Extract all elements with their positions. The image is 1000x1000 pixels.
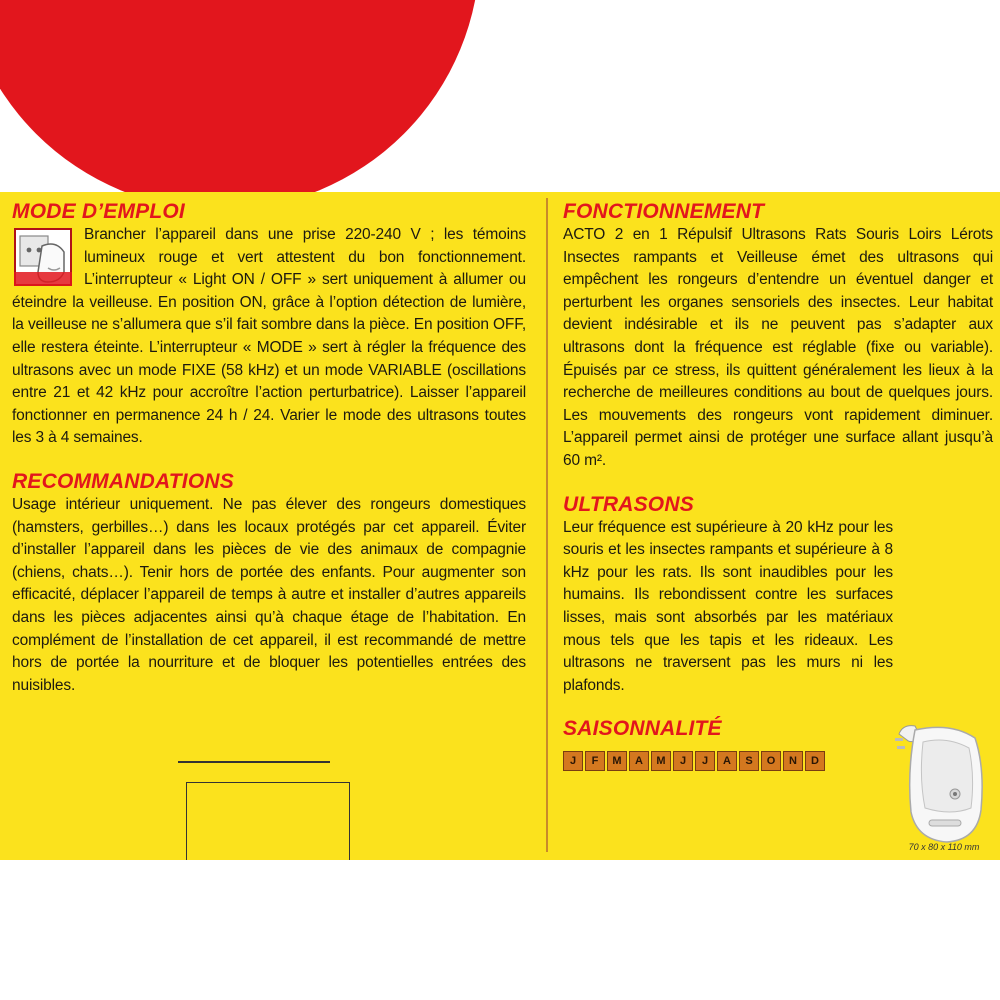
scan-mark-bracket (186, 782, 350, 860)
scan-mark-line (178, 761, 330, 763)
month-sep: S (739, 751, 759, 771)
saisonnalite-heading: SAISONNALITÉ (563, 717, 722, 741)
month-may: M (651, 751, 671, 771)
right-column (563, 200, 993, 771)
month-mar: M (607, 751, 627, 771)
month-jun: J (673, 751, 693, 771)
fonctionnement-heading: FONCTIONNEMENT (563, 200, 765, 223)
mode-emploi-heading: MODE D’EMPLOI (12, 200, 185, 223)
recommandations-heading: RECOMMANDATIONS (12, 469, 234, 493)
month-dec: D (805, 751, 825, 771)
month-apr: A (629, 751, 649, 771)
instruction-panel (0, 192, 1000, 860)
month-jul: J (695, 751, 715, 771)
month-aug: A (717, 751, 737, 771)
month-feb: F (585, 751, 605, 771)
season-calendar (563, 751, 825, 771)
red-background-shape (0, 0, 480, 210)
month-nov: N (783, 751, 803, 771)
left-column (12, 200, 526, 697)
recommandations-text: Usage intérieur uniquement. Ne pas élever des rongeurs domestiques (hamsters, gerbilles…) dans les locaux protégés par cet appareil. Éviter d’installer l’appareil dans les pièces de vie des animaux de compagnie (chiens, chats…). Tenir hors de portée des enfants. Pour augmenter son efficacité, déplacer l’appareil de temps à autre et installer d’autres appareils dans les pièces adjacentes ainsi qu’à chaque étage de l’habitation. En complément de l’installation de cet appareil, il est recommandé de mettre hors de portée la nourriture et de bloquer les potentielles entrées des nuisibles. (12, 495, 526, 694)
ultrasons-text: Leur fréquence est supérieure à 20 kHz pour les souris et les insectes rampants et supérieure à 8 kHz pour les rats. Ils sont inaudibles pour les humains. Ils rebondissent contre les surfaces lisses, mais sont absorbés par les matériaux mous tels que les tapis et les rideaux. Les ultrasons ne traversent pas les murs ni les plafonds. (563, 518, 893, 694)
ultrasonic-device-icon (893, 720, 993, 848)
month-jan: J (563, 751, 583, 771)
mode-emploi-text: Brancher l’appareil dans une prise 220-240 V ; les témoins lumineux rouge et vert attestent du bon fonctionnement. L’interrupteur « Light ON / OFF » sert uniquement à allumer ou éteindre la veilleuse. En position ON, grâce à l’option détection de lumière, la veilleuse ne s’allumera que s’il fait sombre dans la pièce. En position OFF, elle restera éteinte. L’interrupteur « MODE » sert à régler la fréquence des ultrasons avec un mode FIXE (58 kHz) et un mode VARIABLE (oscillations entre 21 et 42 kHz pour accroître l’action perturbatrice). Laisser l’appareil fonctionner en permanence 24 h / 24. Varier le mode des ultrasons toutes les 3 à 4 semaines. (12, 226, 526, 447)
device-dimensions: 70 x 80 x 110 mm (908, 842, 980, 852)
wall-plug-icon (14, 228, 72, 286)
column-divider (546, 198, 548, 852)
month-oct: O (761, 751, 781, 771)
ultrasons-heading: ULTRASONS (563, 492, 694, 516)
fonctionnement-text: ACTO 2 en 1 Répulsif Ultrasons Rats Souris Loirs Lérots Insectes rampants et Veilleuse émet des ultrasons qui empêchent les rongeurs d’entendre un éventuel danger et perturbent les organes sensoriels des insectes. Leur habitat devient indésirable et ils ne peuvent pas s’adapter aux ultrasons dont la fréquence est réglable (fixe ou variable). Épuisés par ce stress, ils quittent généralement les lieux à la recherche de meilleures conditions au bout de quelques jours. Les mouvements des rongeurs vont rapidement diminuer. L’appareil permet ainsi de protéger une surface allant jusqu’à 60 m². (563, 226, 993, 469)
